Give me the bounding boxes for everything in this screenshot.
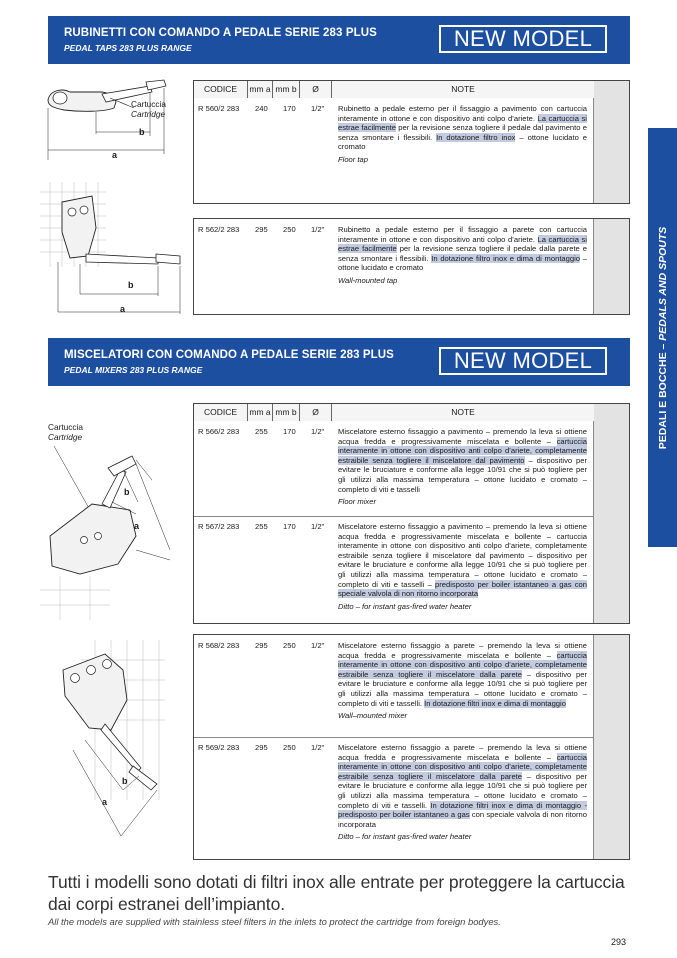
dimension-b-label: b — [128, 280, 134, 290]
dimension-a-label: a — [112, 150, 118, 160]
product-note: Rubinetto a pedale esterno per il fissaggio a pavimento con cartuccia interamente in ottone e con dispositivo anti colpo d’ariete. La cartuccia si estrae facilmente per la revisione senza togliere il pedale dal pavimento e senza smontare i flessibili. In dotazione filtro inox – ottone lucidato e cromato Floor tap — [338, 104, 587, 164]
section-title: MISCELATORI CON COMANDO A PEDALE SERIE 283 PLUS — [64, 349, 394, 361]
section-subtitle: PEDAL MIXERS 283 PLUS RANGE — [64, 365, 203, 375]
product-table: R 568/2 283 295 250 1/2" Miscelatore esterno fissaggio a parete – premendo la leva si ottiene acqua fredda e progressivamente miscelata e bollente – cartuccia interamente in ottone con dispositivo anti colpo d’ariete, completamente estraibile senza togliere il miscelatore dalla parete – dispositivo per evitare le bruciature e conforme alla legge 10/91 che si può togliere per gli utilizzi alla massima temperatura – ottone lucidato e cromato – completo di viti e tasselli. In dotazione filtri inox e dima di montaggio Wall–mounted mixer R 569/2 283 295 250 1/2" Miscelatore esterno fissaggio a parete – premendo la leva si ottiene acqua fredda e progressivamente miscelata e bollente – cartuccia interamente in ottone con dispositivo anti colpo d’ariete, completamente estraibile senza togliere il miscelatore dalla parete – dispositivo per evitare le bruciature e conforme alla legge 10/91 che si può togliere per gli utilizzi alla massima temperatura – ottone lucidato e cromato – completo di viti e tasselli. In dotazione filtri inox e dima di montaggio - predisposto per boiler istantaneo a gas con speciale valvola di non ritorno incorporata Ditto – for instant gas-fired water heater — [193, 634, 630, 860]
product-note: Miscelatore esterno fissaggio a parete – premendo la leva si ottiene acqua fredda e progressivamente miscelata e bollente – cartuccia interamente in ottone con dispositivo anti colpo d’ariete, completamente estraibile senza togliere il miscelatore dalla parete – dispositivo per evitare le bruciature e conforme alla legge 10/91 che si può togliere per gli utilizzi alla massima temperatura – ottone lucidato e cromato – completo di viti e tasselli. In dotazione filtri inox e dima di montaggio Wall–mounted mixer — [338, 641, 588, 721]
table-header: CODICE mm a mm b Ø NOTE — [194, 404, 594, 421]
dimension-b-label: b — [124, 487, 130, 497]
wall-mixer-drawing — [45, 640, 195, 845]
table-header: CODICE mm a mm b Ø NOTE — [194, 81, 594, 98]
page-number: 293 — [611, 937, 627, 947]
product-table: CODICE mm a mm b Ø NOTE R 566/2 283 255 170 1/2" Miscelatore esterno fissaggio a pavimento – premendo la leva si ottiene acqua fredda e progressivamente miscelata e bollente – cartuccia interamente in ottone con dispositivo anti colpo d’ariete, completamente estraibile senza togliere il miscelatore dal pavimento – dispositivo per evitare le bruciature e conforme alla legge 10/91 che si può togliere per gli utilizzi alla massima temperatura – ottone lucidato e cromato – completo di viti e tasselli Floor mixer R 567/2 283 255 170 1/2" Miscelatore esterno fissaggio a pavimento – premendo la leva si ottiene acqua fredda e progressivamente miscelata e bollente – cartuccia interamente in ottone con dispositivo anti colpo d’ariete, completamente estraibile senza togliere il miscelatore dal pavimento – dispositivo per evitare le bruciature e conforme alla legge 10/91 che si può togliere per gli utilizzi alla massima temperatura – ottone lucidato e cromato – completo di viti e tasselli – predisposto per boiler istantaneo a gas con speciale valvola di non ritorno incorporata Ditto – for instant gas-fired water heater — [193, 403, 630, 624]
footer-note: Tutti i modelli sono dotati di filtri inox alle entrate per proteggere la cartuccia dai corpi estranei dell’impianto. — [48, 872, 625, 914]
side-tab — [648, 128, 677, 547]
product-note: Miscelatore esterno fissaggio a parete – premendo la leva si ottiene acqua fredda e progressivamente miscelata e bollente – cartuccia interamente in ottone con dispositivo anti colpo d’ariete, completamente estraibile senza togliere il miscelatore dalla parete – dispositivo per evitare le bruciature e conforme alla legge 10/91 che si può togliere per gli utilizzi alla massima temperatura – ottone lucidato e cromato – completo di viti e tasselli. In dotazione filtri inox e dima di montaggio - predisposto per boiler istantaneo a gas con speciale valvola di non ritorno incorporata Ditto – for instant gas-fired water heater — [338, 743, 588, 842]
product-table: CODICE mm a mm b Ø NOTE R 560/2 283 240 170 1/2" Rubinetto a pedale esterno per il fissaggio a pavimento con cartuccia interamente in ottone e con dispositivo anti colpo d’ariete. La cartuccia si estrae facilmente per la revisione senza togliere il pedale dal pavimento e senza smontare i flessibili. In dotazione filtro inox – ottone lucidato e cromato Floor tap — [193, 80, 630, 204]
cartridge-label: Cartuccia Cartridge — [131, 99, 167, 119]
dimension-b-label: b — [122, 776, 128, 786]
section-title: RUBINETTI CON COMANDO A PEDALE SERIE 283 PLUS — [64, 27, 377, 39]
product-note: Rubinetto a pedale esterno per il fissaggio a parete con cartuccia interamente in ottone e con dispositivo anti colpo d’ariete. La cartuccia si estrae facilmente per la revisione senza togliere il pedale dalla parete e senza smontare i flessibili. In dotazione filtro inox e dima di montaggio – ottone lucidato e cromato Wall-mounted tap — [338, 225, 587, 285]
new-model-badge: NEW MODEL — [439, 25, 607, 53]
floor-mixer-drawing — [40, 440, 190, 630]
product-table: R 562/2 283 295 250 1/2" Rubinetto a pedale esterno per il fissaggio a parete con cartuccia interamente in ottone e con dispositivo anti colpo d’ariete. La cartuccia si estrae facilmente per la revisione senza togliere il pedale dalla parete e senza smontare i flessibili. In dotazione filtro inox e dima di montaggio – ottone lucidato e cromato Wall-mounted tap — [193, 218, 630, 315]
side-tab-label: PEDALI E BOCCHE – PEDALS AND SPOUTS — [656, 226, 669, 449]
product-note: Miscelatore esterno fissaggio a pavimento – premendo la leva si ottiene acqua fredda e progressivamente miscelata e bollente – cartuccia interamente in ottone con dispositivo anti colpo d’ariete, completamente estraibile senza togliere il miscelatore dal pavimento – dispositivo per evitare le bruciature e conforme alla legge 10/91 che si può togliere per gli utilizzi alla massima temperatura – ottone lucidato e cromato – completo di viti e tasselli – predisposto per boiler istantaneo a gas con speciale valvola di non ritorno incorporata Ditto – for instant gas-fired water heater — [338, 522, 587, 611]
dimension-a-label: a — [102, 797, 108, 807]
footer-note-en: All the models are supplied with stainless steel filters in the inlets to protect the cartridge from foreign bodyes. — [48, 916, 501, 927]
wall-tap-drawing — [40, 182, 190, 312]
new-model-badge: NEW MODEL — [439, 347, 607, 375]
section-banner-taps — [48, 16, 630, 64]
section-banner-mixers — [48, 338, 630, 386]
cartridge-label: Cartuccia Cartridge — [48, 422, 84, 442]
section-subtitle: PEDAL TAPS 283 PLUS RANGE — [64, 43, 192, 53]
dimension-a-label: a — [134, 521, 140, 531]
product-note: Miscelatore esterno fissaggio a pavimento – premendo la leva si ottiene acqua fredda e progressivamente miscelata e bollente – cartuccia interamente in ottone con dispositivo anti colpo d’ariete, completamente estraibile senza togliere il miscelatore dal pavimento – dispositivo per evitare le bruciature e conforme alla legge 10/91 che si può togliere per gli utilizzi alla massima temperatura – ottone lucidato e cromato – completo di viti e tasselli Floor mixer — [338, 427, 588, 507]
dimension-b-label: b — [139, 127, 145, 137]
dimension-a-label: a — [120, 304, 126, 314]
